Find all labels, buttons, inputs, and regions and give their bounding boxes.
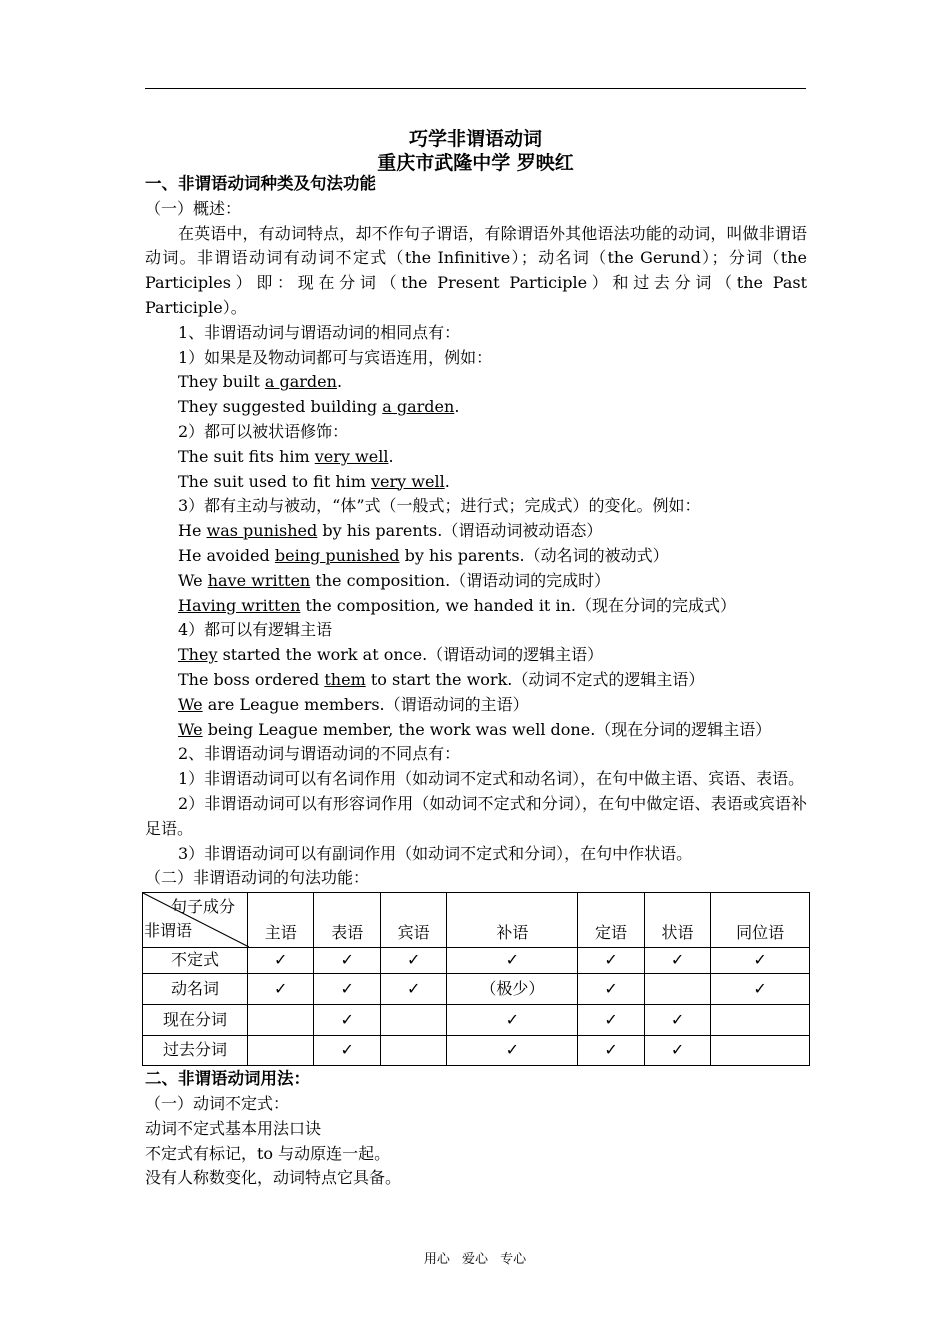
example-line: They suggested building a garden. — [178, 397, 460, 417]
intro-paragraph: 在英语中，有动词特点，却不作句子谓语，有除谓语外其他语法功能的动词，叫做非谓语动词。非谓语动词有动词不定式（the Infinitive）；动名词（the Gerund）；分词（the Participles）即：现在分词（the Present Participle）和过去分词（the Past Participle）。 — [145, 223, 807, 317]
table-cell — [248, 1005, 314, 1036]
table-cell — [248, 1036, 314, 1066]
table-header-row — [143, 893, 810, 948]
table-cell: ✓ — [711, 948, 810, 974]
table-cell — [711, 1036, 810, 1066]
point-1: 1）如果是及物动词都可与宾语连用，例如： — [178, 347, 493, 367]
table-cell: ✓ — [578, 1036, 644, 1066]
diff-point-2: 2）非谓语动词可以有形容词作用（如动词不定式和分词），在句中做定语、表语或宾语补足语。 — [145, 793, 807, 838]
function-table — [142, 892, 810, 1066]
header-rule — [145, 88, 806, 89]
row-label: 不定式 — [143, 948, 248, 974]
column-header: 状语 — [644, 893, 710, 948]
corner-label-top: 句子成分 — [170, 897, 235, 917]
table-cell: ✓ — [447, 948, 578, 974]
example-line: He avoided being punished by his parents.（动名词的被动式） — [178, 545, 669, 565]
example-line: We have written the composition.（谓语动词的完成时） — [178, 570, 611, 590]
table-cell: ✓ — [248, 948, 314, 974]
table-cell: ✓ — [314, 1036, 380, 1066]
table-cell: ✓ — [314, 948, 380, 974]
table-cell: ✓ — [314, 974, 380, 1005]
table-cell — [644, 974, 710, 1005]
column-header: 主语 — [248, 893, 314, 948]
table-row — [143, 1005, 810, 1036]
table-cell: ✓ — [314, 1005, 380, 1036]
table-cell: ✓ — [644, 1005, 710, 1036]
column-header: 定语 — [578, 893, 644, 948]
subsection-heading: （一）概述： — [145, 198, 242, 218]
table-cell: ✓ — [447, 1005, 578, 1036]
table-cell: ✓ — [578, 1005, 644, 1036]
table-cell — [711, 1005, 810, 1036]
column-header: 同位语 — [711, 893, 810, 948]
section-heading: 一、非谓语动词种类及句法功能 — [145, 174, 376, 193]
table-cell: ✓ — [711, 974, 810, 1005]
diff-point-3: 3）非谓语动词可以有副词作用（如动词不定式和分词），在句中作状语。 — [178, 843, 693, 863]
document-author: 重庆市武隆中学 罗映红 — [377, 152, 574, 174]
column-header: 补语 — [447, 893, 578, 948]
example-line: They started the work at once.（谓语动词的逻辑主语） — [178, 645, 604, 665]
table-cell: ✓ — [248, 974, 314, 1005]
page-footer: 用心 爱心 专心 — [423, 1252, 527, 1267]
text-line: 不定式有标记，to 与动原连一起。 — [145, 1143, 391, 1163]
table-cell: ✓ — [447, 1036, 578, 1066]
example-line: The suit fits him very well. — [178, 446, 394, 466]
example-line: Having written the composition, we handed it in.（现在分词的完成式） — [178, 595, 736, 615]
table-cell — [380, 1036, 446, 1066]
same-points-heading: 1、非谓语动词与谓语动词的相同点有： — [178, 322, 461, 342]
diff-point-1: 1）非谓语动词可以有名词作用（如动词不定式和动名词），在句中做主语、宾语、表语。 — [178, 769, 805, 789]
table-cell — [380, 1005, 446, 1036]
point-3: 3）都有主动与被动，“体”式（一般式；进行式；完成式）的变化。例如： — [178, 496, 701, 516]
point-4: 4）都可以有逻辑主语 — [178, 620, 333, 640]
text-line: 没有人称数变化，动词特点它具备。 — [145, 1168, 402, 1188]
section-heading: 二、非谓语动词用法： — [145, 1069, 310, 1089]
table-cell: （极少） — [447, 974, 578, 1005]
table-cell: ✓ — [644, 948, 710, 974]
table-cell: ✓ — [578, 948, 644, 974]
example-line: We being League member, the work was well done.（现在分词的逻辑主语） — [178, 719, 772, 739]
row-label: 现在分词 — [143, 1005, 248, 1036]
row-label: 动名词 — [143, 974, 248, 1005]
subsection-heading: （一）动词不定式： — [145, 1093, 290, 1113]
example-line: The boss ordered them to start the work.（动词不定式的逻辑主语） — [178, 669, 705, 689]
table-cell: ✓ — [380, 948, 446, 974]
corner-label-bottom: 非谓语 — [144, 921, 193, 941]
example-line: He was punished by his parents.（谓语动词被动语态） — [178, 521, 603, 541]
example-line: The suit used to fit him very well. — [178, 471, 450, 491]
table-row — [143, 1036, 810, 1066]
document-title: 巧学非谓语动词 — [408, 128, 542, 150]
column-header: 宾语 — [380, 893, 446, 948]
table-cell: ✓ — [644, 1036, 710, 1066]
example-line: They built a garden. — [178, 372, 343, 392]
subsection-heading: （二）非谓语动词的句法功能： — [145, 868, 370, 888]
document-body — [145, 172, 807, 1191]
row-label: 过去分词 — [143, 1036, 248, 1066]
text-line: 动词不定式基本用法口诀 — [145, 1118, 322, 1138]
table-row — [143, 948, 810, 974]
point-2: 2）都可以被状语修饰： — [178, 421, 349, 441]
table-row — [143, 974, 810, 1005]
column-header: 表语 — [314, 893, 380, 948]
diff-points-heading: 2、非谓语动词与谓语动词的不同点有： — [178, 744, 461, 764]
table-cell: ✓ — [578, 974, 644, 1005]
example-line: We are League members.（谓语动词的主语） — [178, 694, 529, 714]
table-corner-cell — [143, 893, 248, 948]
table-cell: ✓ — [380, 974, 446, 1005]
